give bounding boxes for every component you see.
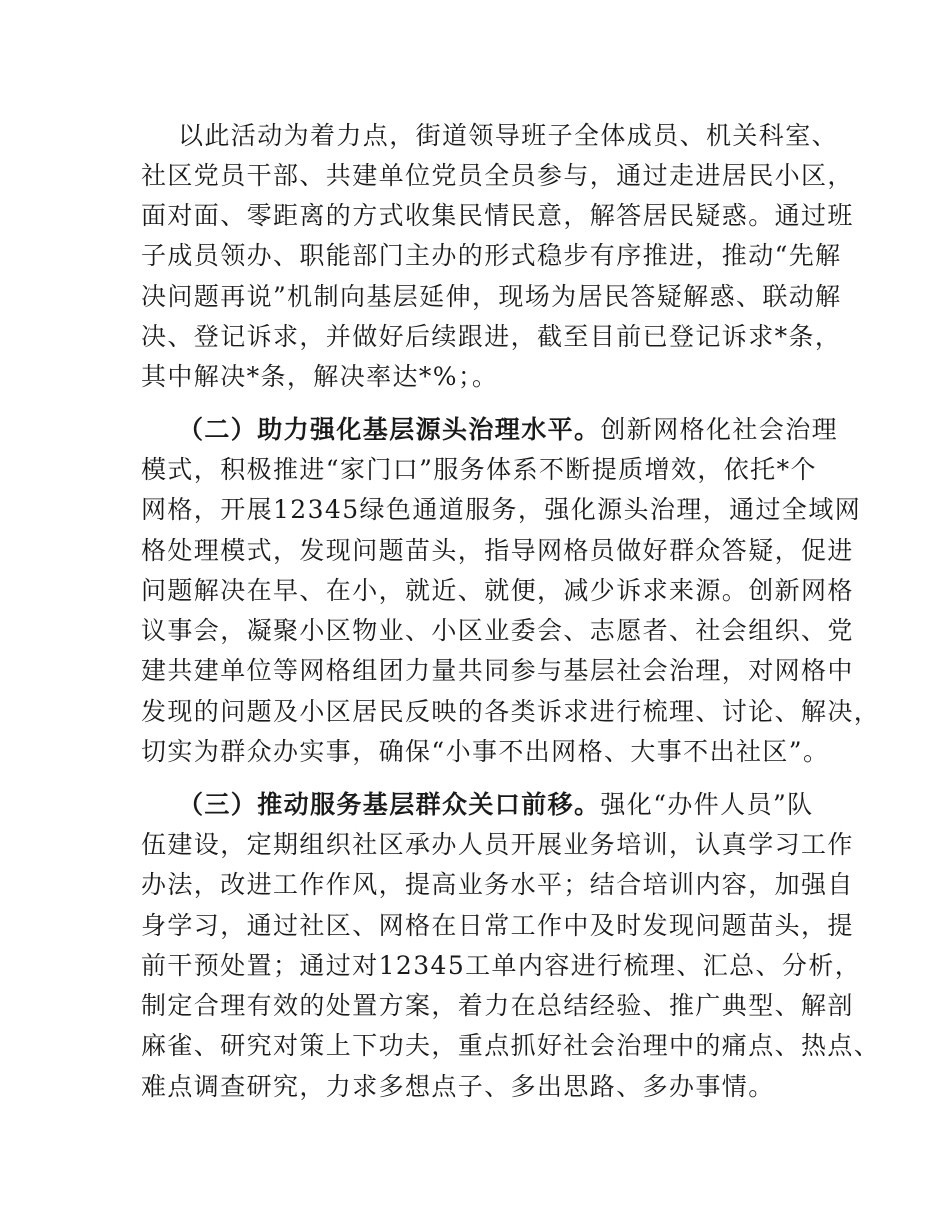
paragraph-first-line bbox=[178, 788, 814, 822]
paragraph-first-line bbox=[178, 413, 838, 447]
paragraph-line: 子成员领办、职能部门主办的形式稳步有序推进，推动“先解 bbox=[141, 241, 842, 270]
paragraph-line: 其中解决*条，解决率达*%；。 bbox=[141, 362, 499, 391]
paragraph-line: 身学习，通过社区、网格在日常工作中及时发现问题苗头，提 bbox=[141, 911, 854, 940]
paragraph-line: 难点调查研究，力求多想点子、多出思路、多办事情。 bbox=[141, 1072, 775, 1101]
paragraph-line: 办法，改进工作作风，提高业务水平；结合培训内容，加强自 bbox=[141, 870, 854, 899]
paragraph-line: 问题解决在早、在小，就近、就便，减少诉求来源。创新网格 bbox=[141, 576, 854, 605]
paragraph-line: 切实为群众办实事，确保“小事不出网格、大事不出社区”。 bbox=[141, 737, 830, 766]
paragraph-line: 模式，积极推进“家门口”服务体系不断提质增效，依托*个 bbox=[141, 455, 817, 484]
paragraph-line: 伍建设，定期组织社区承办人员开展业务培训，认真学习工作 bbox=[141, 830, 854, 859]
paragraph-line: 决、登记诉求，并做好后续跟进，截至目前已登记诉求*条， bbox=[141, 322, 842, 351]
paragraph-line: 建共建单位等网格组团力量共同参与基层社会治理，对网格中 bbox=[141, 656, 854, 685]
paragraph-line: 社区党员干部、共建单位党员全员参与，通过走进居民小区， bbox=[141, 161, 854, 190]
section-heading: （三）推动服务基层群众关口前移。 bbox=[178, 790, 601, 819]
section-heading: （二）助力强化基层源头治理水平。 bbox=[178, 415, 601, 444]
paragraph-line: 麻雀、研究对策上下功夫，重点抓好社会治理中的痛点、热点、 bbox=[141, 1031, 881, 1060]
paragraph-line: 网格，开展12345绿色通道服务，强化源头治理，通过全域网 bbox=[141, 495, 862, 524]
paragraph-text: 创新网格化社会治理 bbox=[600, 415, 839, 444]
paragraph-line: 发现的问题及小区居民反映的各类诉求进行梳理、讨论、解决， bbox=[141, 697, 881, 726]
paragraph-line: 以此活动为着力点，街道领导班子全体成员、机关科室、 bbox=[178, 121, 839, 150]
paragraph-line: 格处理模式，发现问题苗头，指导网格员做好群众答疑，促进 bbox=[141, 536, 854, 565]
paragraph-line: 前干预处置；通过对12345工单内容进行梳理、汇总、分析， bbox=[141, 951, 862, 980]
paragraph-line: 面对面、零距离的方式收集民情民意，解答居民疑惑。通过班 bbox=[141, 201, 854, 230]
paragraph-line: 决问题再说”机制向基层延伸，现场为居民答疑解惑、联动解 bbox=[141, 282, 842, 311]
paragraph-line: 议事会，凝聚小区物业、小区业委会、志愿者、社会组织、党 bbox=[141, 616, 854, 645]
paragraph-text: 强化“办件人员”队 bbox=[600, 790, 814, 819]
paragraph-line: 制定合理有效的处置方案，着力在总结经验、推广典型、解剖 bbox=[141, 991, 854, 1020]
